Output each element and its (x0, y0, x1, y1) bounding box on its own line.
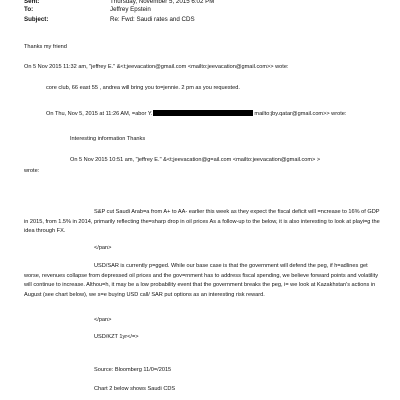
quote2-intro-end: mailto:jby.qatar@gmail.com>> wrote: (254, 111, 347, 117)
quote3-intro: On 5 Nov 2015 10:51 am, "jeffrey E." &<t;jeevacation@g=ail.com <mailto:jeevacation@gmail.com> > (70, 157, 321, 163)
paragraph-usd-sar: USD/SAR is currently p=gged. While our base case is that the government will defend the peg, if h=adlines get worse, revenues collapse from depressed oil prices and the gov=rnment has to address fiscal spending, we believe forward points and volatility will continue to increase. Althou=h, it may be a low probability event that the government breaks the peg, i= we look at Kazakhstan's actions in August (see chart below), we s=e buying USD call/ SAR put options as an interesting risk reward. (24, 263, 378, 298)
quote2-text: Interesting information Thanks (70, 136, 146, 142)
quote1-intro: On 5 Nov 2015 11:32 am, "jeffrey E." &<t;jeevacation@gmail.com <mailto:jeevacation@gmail.com>> wote: (24, 64, 289, 70)
subject-label: Subject: (24, 16, 49, 23)
sent-value: Thursday, November 5, 2015 6:02 PM (110, 0, 215, 5)
pan-tag-1: </pan> (94, 245, 112, 251)
quote2-intro-start: On Thu, Nov 5, 2015 at 11:26 AM, =abor Y. (46, 111, 153, 117)
sent-label: Sent: (24, 0, 40, 5)
paragraph-sp-cut: S&P cut Saudi Arab=a from A+ to AA- earlier this week as they expect the fiscal deficit will =ncrease to 16% of GDP in 2015, from 1.5% in 2014, primarily reflecting the=sharp drop in oil prices As a follow-up to the below, it is also interesting to look at playi=g the idea through FX. (24, 209, 380, 235)
usd-kzt-label: USD/KZT 1yr</=> (94, 334, 139, 340)
source-note: Source: Bloomberg 11/0=/2015 (94, 367, 172, 373)
quote3-wrote: wrote: (24, 168, 40, 174)
greeting: Thanks my friend (24, 44, 67, 50)
quote2-intro (46, 110, 346, 118)
quote1-text: core club, 66 east 55 , andrea will bring you to=jennie. 2 pm as you requested. (46, 85, 240, 91)
pan-tag-2: </pan> (94, 317, 112, 323)
to-label: To: (24, 6, 34, 13)
subject-value: Re: Fwd: Saudi rates and CDS (110, 16, 195, 23)
chart2-caption: Chart 2 below shows Saudi CDS (94, 386, 176, 392)
to-value: Jeffrey Epstein (110, 6, 151, 13)
redaction-bar (153, 110, 253, 116)
